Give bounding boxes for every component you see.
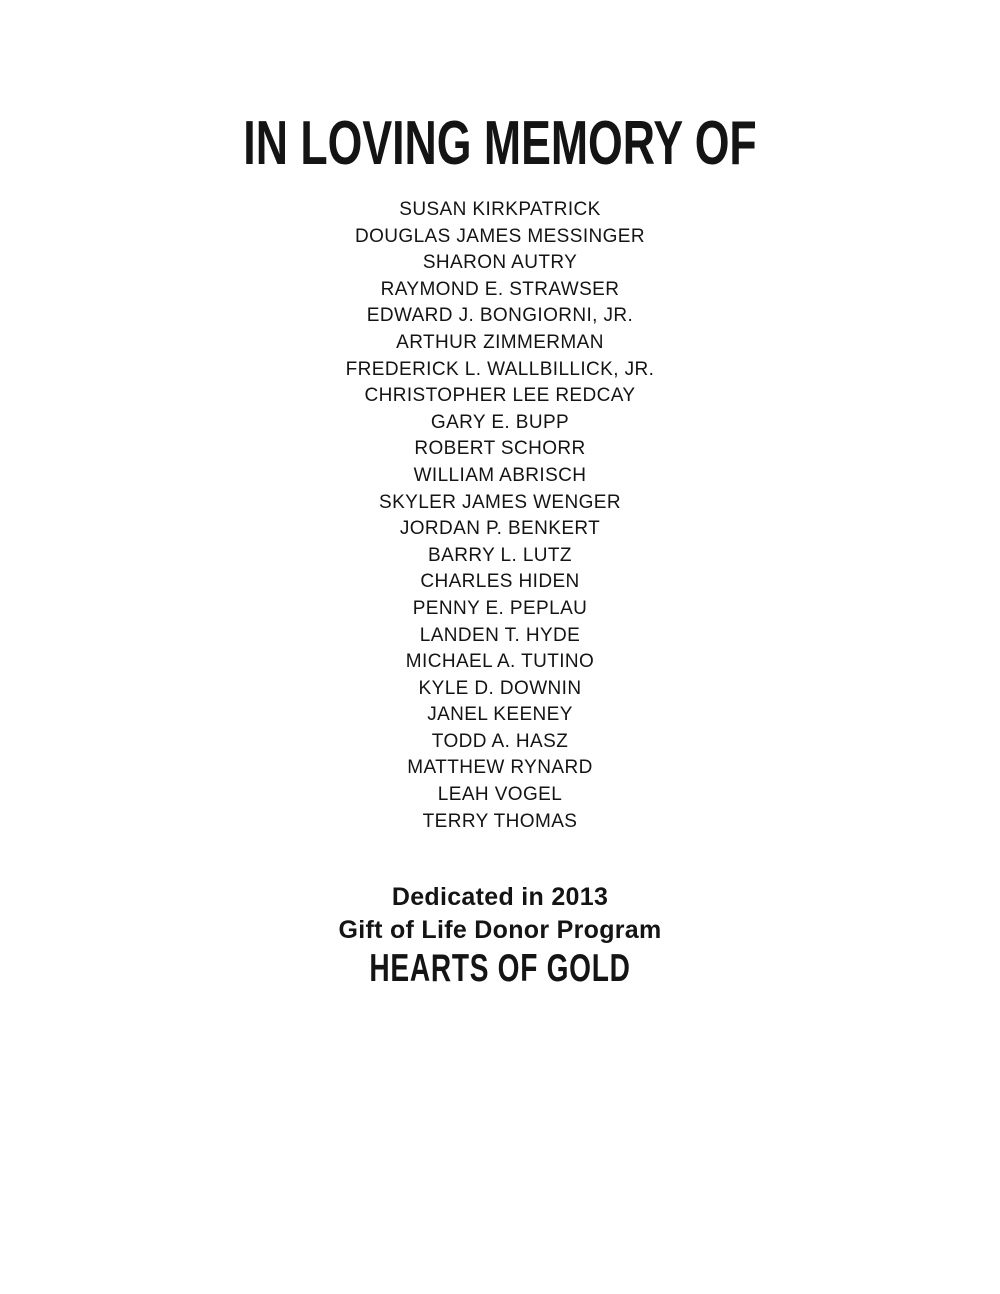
memorial-name: EDWARD J. BONGIORNI, JR. (366, 305, 634, 327)
memorial-name: DOUGLAS JAMES MESSINGER (354, 225, 646, 247)
memorial-name: WILLIAM ABRISCH (413, 464, 587, 486)
memorial-name: LANDEN T. HYDE (419, 624, 581, 646)
page-title: IN LOVING MEMORY OF (243, 109, 757, 178)
memorial-name: MICHAEL A. TUTINO (405, 651, 595, 673)
memorial-name: JORDAN P. BENKERT (399, 518, 601, 540)
memorial-name: JANEL KEENEY (427, 704, 573, 726)
memorial-name: PENNY E. PEPLAU (412, 597, 588, 619)
memorial-name: ROBERT SCHORR (414, 438, 586, 460)
memorial-names-list (0, 197, 1000, 835)
memorial-name: MATTHEW RYNARD (407, 757, 593, 779)
memorial-name: CHARLES HIDEN (420, 571, 580, 593)
memorial-name: SKYLER JAMES WENGER (379, 491, 621, 513)
memorial-name: TERRY THOMAS (422, 810, 578, 832)
dedication-block (0, 881, 1000, 991)
memorial-name: SUSAN KIRKPATRICK (399, 199, 601, 220)
program-title: HEARTS OF GOLD (369, 947, 631, 991)
memorial-name: TODD A. HASZ (431, 730, 569, 752)
memorial-name: FREDERICK L. WALLBILLICK, JR. (345, 358, 655, 380)
memorial-name: BARRY L. LUTZ (428, 544, 572, 566)
memorial-name: RAYMOND E. STRAWSER (380, 278, 620, 300)
donor-program-line: Gift of Life Donor Program (338, 916, 662, 945)
memorial-name: LEAH VOGEL (437, 784, 563, 806)
dedication-year-line: Dedicated in 2013 (391, 883, 609, 912)
memorial-name: ARTHUR ZIMMERMAN (396, 331, 604, 353)
memorial-name: CHRISTOPHER LEE REDCAY (364, 385, 636, 407)
memorial-name: KYLE D. DOWNIN (418, 677, 582, 699)
memorial-name: SHARON AUTRY (422, 252, 578, 274)
memorial-name: GARY E. BUPP (430, 411, 570, 433)
